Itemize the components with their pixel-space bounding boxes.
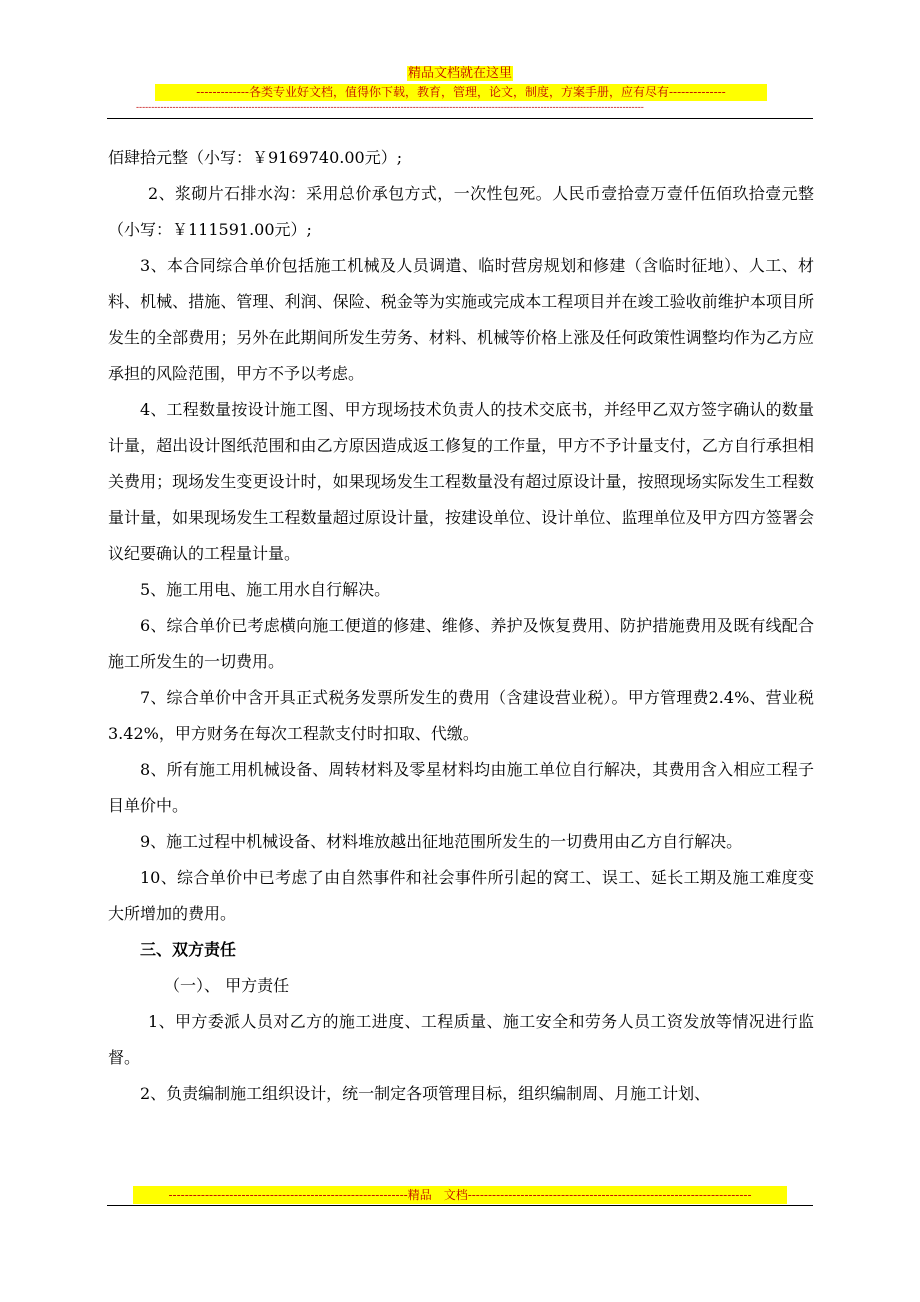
footer-banner: -----------------------------------------------------------精品 文档---------------------------------------------------------------------- [133, 1186, 787, 1204]
paragraph-item-3: 3、本合同综合单价包括施工机械及人员调遣、临时营房规划和修建（含临时征地）、人工、材料、机械、措施、管理、利润、保险、税金等为实施或完成本工程项目并在竣工验收前维护本项目所发生的全部费用；另外在此期间所发生劳务、材料、机械等价格上涨及任何政策性调整均作为乙方应承担的风险范围，甲方不予以考虑。 [108, 256, 814, 383]
header-banner: -------------各类专业好文档，值得你下载，教育，管理，论文，制度，方案手册，应有尽有-------------- [155, 84, 767, 101]
paragraph-item-4: 4、工程数量按设计施工图、甲方现场技术负责人的技术交底书，并经甲乙双方签字确认的数量计量，超出设计图纸范围和由乙方原因造成返工修复的工作量，甲方不予计量支付，乙方自行承担相关费用；现场发生变更设计时，如果现场发生工程数量没有超过原设计量，按照现场实际发生工程数量计量，如果现场发生工程数量超过原设计量，按建设单位、设计单位、监理单位及甲方四方签署会议纪要确认的工程量计量。 [108, 400, 814, 563]
header-title: 精品文档就在这里 [407, 66, 512, 81]
paragraph-item-5: 5、施工用电、施工用水自行解决。 [140, 580, 391, 599]
duty-item-2: 2、负责编制施工组织设计，统一制定各项管理目标，组织编制周、月施工计划、 [140, 1084, 711, 1103]
paragraph-item-9: 9、施工过程中机械设备、材料堆放越出征地范围所发生的一切费用由乙方自行解决。 [140, 832, 743, 851]
paragraph-item-6: 6、综合单价已考虑横向施工便道的修建、维修、养护及恢复费用、防护措施费用及既有线配合施工所发生的一切费用。 [108, 616, 814, 671]
document-body [108, 140, 814, 1112]
header-rule [107, 118, 813, 119]
section-heading: 三、双方责任 [140, 940, 237, 959]
subsection-heading: （一）、 甲方责任 [164, 976, 290, 995]
paragraph-item-7: 7、综合单价中含开具正式税务发票所发生的费用（含建设营业税）。甲方管理费2.4%、营业税3.42%，甲方财务在每次工程款支付时扣取、代缴。 [108, 688, 814, 743]
paragraph-item-10: 10、综合单价中已考虑了由自然事件和社会事件所引起的窝工、误工、延长工期及施工难度变大所增加的费用。 [108, 868, 814, 923]
paragraph-continuation: 佰肆拾元整（小写：￥9169740.00元）; [108, 148, 403, 167]
footer-rule [107, 1205, 813, 1206]
duty-item-1: 1、甲方委派人员对乙方的施工进度、工程质量、施工安全和劳务人员工资发放等情况进行监督。 [108, 1012, 814, 1067]
header-dash-line: ----------------------------------------------------------------------------------------------------------------------------------------------------------------------- [136, 103, 644, 113]
paragraph-item-8: 8、所有施工用机械设备、周转材料及零星材料均由施工单位自行解决，其费用含入相应工程子目单价中。 [108, 760, 814, 815]
paragraph-item-2: 2、浆砌片石排水沟：采用总价承包方式，一次性包死。人民币壹拾壹万壹仟伍佰玖拾壹元整（小写：￥111591.00元）; [108, 184, 814, 239]
